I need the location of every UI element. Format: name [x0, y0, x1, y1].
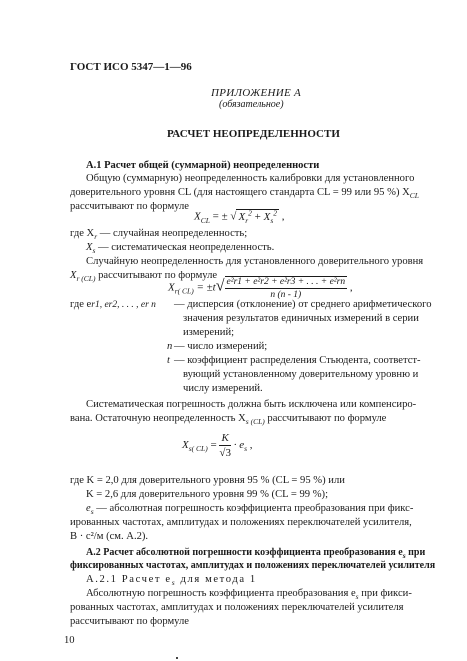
text-run: X [70, 270, 77, 281]
formula-lhs: X [194, 210, 201, 223]
text-run: X [86, 242, 93, 253]
text-run: рассчитывают по формуле [95, 270, 218, 281]
formula-lhs-sub: r( CL) [174, 286, 194, 296]
text-run: r1, er2, . . . , er n [91, 300, 156, 310]
formula-tail: , [349, 281, 353, 294]
formula-term: X [263, 210, 271, 223]
appendix-subtitle: (обязательное) [219, 99, 284, 110]
def-n-label: n [167, 341, 173, 352]
subscript: r (CL) [76, 274, 96, 284]
formula-tail: , [247, 439, 253, 452]
text-run: рассчитывают по формуле [264, 413, 387, 424]
text-run: e [86, 503, 91, 514]
formula-fraction [219, 432, 231, 459]
def-t-label: t [167, 355, 170, 366]
formula-operator: + [251, 210, 264, 223]
text-run: — систематическая неопределенность. [95, 242, 275, 253]
paragraph-line: Общую (суммарную) неопределенность калибровки для установленного [86, 173, 415, 184]
def-t-text: — коэффициент распределения Стьюдента, соответст- [174, 355, 421, 366]
text-run: где e [70, 299, 92, 310]
paragraph-line: Систематическая погрешность должна быть исключена или компенсиро- [86, 399, 417, 410]
paragraph-line: Случайную неопределенность для установленного доверительного уровня [86, 256, 424, 267]
section-a1-heading: А.1 Расчет общей (суммарной) неопределенности [86, 160, 320, 171]
text-run: А.2 Расчет абсолютной погрешности коэффициента преобразования e [86, 547, 403, 558]
subscript: s [402, 551, 406, 560]
formula-numerator: K [219, 432, 231, 446]
text-run: при фикси- [358, 588, 412, 599]
subscript: r [245, 215, 249, 225]
formula-tail: · e [233, 439, 245, 452]
def-t-text: числу измерений. [183, 383, 263, 394]
formula-radicand [236, 209, 279, 223]
formula-residual-uncertainty [182, 432, 253, 459]
superscript: 2 [273, 208, 277, 217]
main-title: РАСЧЕТ НЕОПРЕДЕЛЕННОСТИ [167, 128, 340, 140]
formula-lhs-sub: CL [200, 215, 210, 225]
formula-numerator: e²r1 + e²r2 + e²r3 + . . . + e²rn [226, 277, 346, 287]
text-run: Абсолютную погрешность коэффициента преобразования e [86, 588, 356, 599]
formula-term: X [238, 210, 246, 223]
page-number: 10 [64, 635, 75, 646]
text-run: вана. Остаточную неопределенность X [70, 413, 246, 424]
def-e-text: значения результатов единичных измерений в серии [183, 313, 419, 324]
formula-denominator: n (n - 1) [270, 290, 302, 300]
text-run: — абсолютная погрешность коэффициента преобразования при фикс- [93, 503, 414, 514]
es-definition: В · с²/м (см. А.2). [70, 531, 149, 542]
formula-lhs: X [182, 439, 189, 452]
formula-operator: = [210, 439, 217, 452]
def-e-text: — дисперсия (отклонение) от среднего арифметического [174, 299, 432, 310]
paragraph-line: рассчитывают по формуле [70, 201, 189, 212]
def-n-text: — число измерений; [174, 341, 268, 352]
def-e-label [70, 298, 156, 312]
formula-operator: = ± [212, 210, 228, 223]
paragraph-line: рованных частотах, амплитудах и положениях переключателей усилителя [70, 602, 404, 613]
standard-code: ГОСТ ИСО 5347—1—96 [70, 61, 192, 73]
formula-lhs: X [168, 281, 175, 294]
formula-total-uncertainty: $X_{CL}$ = ± √ $X_r^2 + X_s^2$ , [194, 208, 285, 225]
text-run: доверительного уровня CL (для настоящего стандарта CL = 99 или 95 %) X [70, 187, 410, 198]
formula-tail: , [281, 210, 285, 223]
subscript: s [355, 592, 359, 602]
appendix-title: ПРИЛОЖЕНИЕ А [211, 87, 302, 99]
subscript: s [90, 507, 94, 517]
text-run: где X [70, 228, 95, 239]
subscript: r [94, 232, 98, 242]
k-definition: K = 2,6 для доверительного уровня 99 % (CL = 99 %); [86, 489, 329, 500]
subscript: s [244, 444, 248, 454]
superscript: 2 [248, 208, 252, 217]
text-run: для метода 1 [176, 574, 257, 585]
text-run: — случайная неопределенность; [97, 228, 248, 239]
formula-fraction [225, 276, 348, 300]
text-run: при [405, 547, 426, 558]
formula-operator: = ±t [196, 281, 216, 294]
es-definition: ированных частотах, амплитудах и положениях переключателей усилителя, [70, 517, 412, 528]
section-a2-heading: фиксированных частотах, амплитудах и положениях переключателей усилителя [70, 560, 436, 571]
subscript: s (CL) [245, 417, 265, 427]
subscript: s [92, 246, 96, 256]
formula-random-uncertainty: $X_{r( CL)} = \pm t√$ $\frac{\text{e²r1 + e²r2 + e²r3 + . . . + e²rn}}{n (n - 1)}$ , [168, 277, 353, 300]
subscript: s [171, 578, 177, 588]
formula-lhs-sub: s( CL) [188, 444, 208, 454]
k-definition: где K = 2,0 для доверительного уровня 95 % (CL = 95 %) или [70, 475, 345, 486]
subscript: CL [409, 191, 419, 201]
subscript: s [270, 215, 274, 225]
def-e-text: измерений; [183, 327, 235, 338]
def-t-text: вующий установленному доверительному уровню и [183, 369, 419, 380]
paragraph-line [70, 412, 386, 429]
paragraph-line: рассчитывают по формуле [70, 616, 189, 627]
scan-speck [176, 657, 178, 659]
formula-denominator: √3 [219, 447, 231, 459]
text-run: А.2.1 Расчет e [86, 574, 172, 585]
